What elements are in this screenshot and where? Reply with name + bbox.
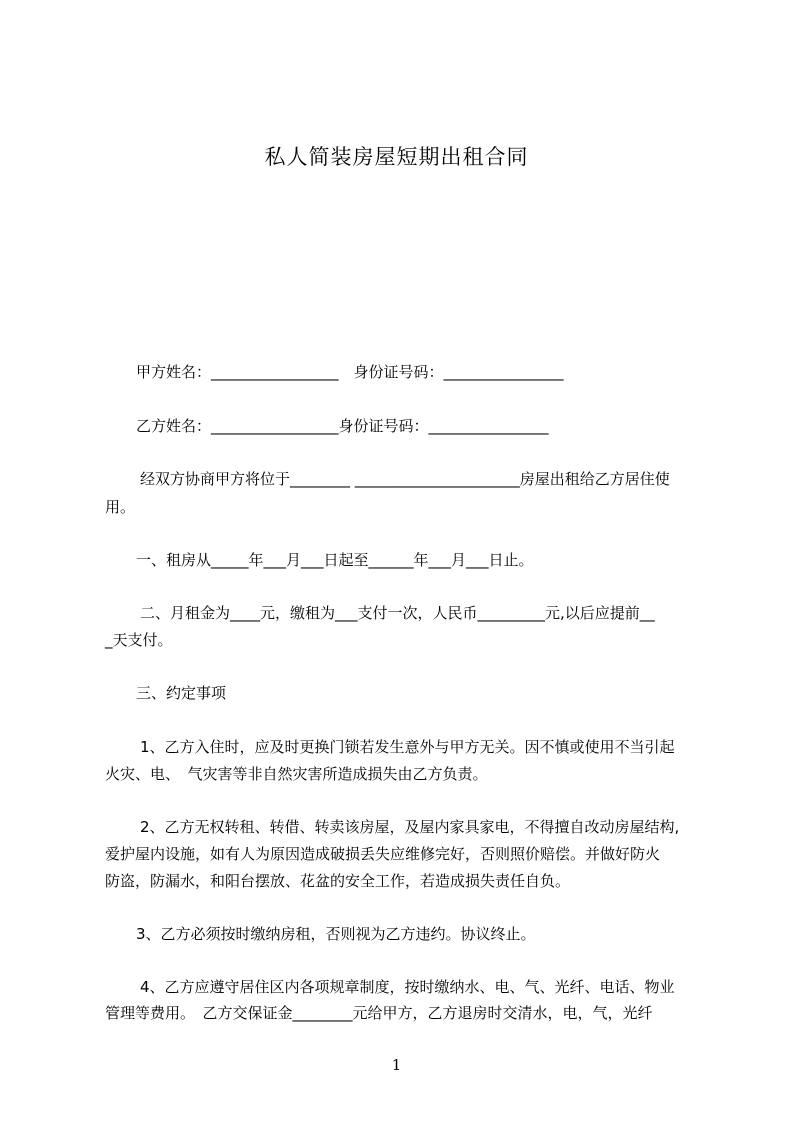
- item-2-line-3: 防盗，防漏水，和阳台摆放、花盆的安全工作，若造成损失责任自负。: [105, 872, 571, 890]
- item-2-line-1: 2、乙方无权转租、转借、转卖该房屋，及屋内家具家电，不得擅自改动房屋结构,: [140, 818, 680, 836]
- intro-line-1: 经双方协商甲方将位于________ ______________________房屋出租给乙方居住使: [140, 470, 670, 488]
- item-4-line-2: 管理等费用。 乙方交保证金________元给甲方，乙方退房时交清水，电，气，光纤: [105, 1004, 653, 1022]
- party-b-line: 乙方姓名：_________________身份证号码：________________: [136, 417, 549, 435]
- clause-3-heading: 三、约定事项: [136, 684, 227, 702]
- clause-2-line-2: _天支付。: [105, 631, 173, 649]
- item-1-line-2: 火灾、电、 气灾害等非自然灾害所造成损失由乙方负责。: [105, 765, 488, 783]
- party-a-line: 甲方姓名：_________________ 身份证号码：________________: [136, 363, 564, 381]
- page-number: 1: [391, 1056, 402, 1074]
- intro-line-2: 用。: [105, 498, 136, 516]
- item-1-line-1: 1、乙方入住时，应及时更换门锁若发生意外与甲方无关。因不慎或使用不当引起: [140, 738, 675, 756]
- clause-1: 一、租房从_____年___月___日起至______年___月___日止。: [136, 551, 534, 569]
- document-title: 私人简装房屋短期出租合同: [264, 145, 529, 169]
- item-3-line-1: 3、乙方必须按时缴纳房租，否则视为乙方违约。协议终止。: [136, 925, 536, 943]
- item-4-line-1: 4、乙方应遵守居住区内各项规章制度，按时缴纳水、电、气、光纤、电话、物业: [140, 978, 675, 996]
- item-2-line-2: 爱护屋内设施，如有人为原因造成破损丢失应维修完好，否则照价赔偿。并做好防火: [105, 845, 661, 863]
- clause-2-line-1: 二、月租金为____元，缴租为___支付一次，人民币_________元,以后应提前__: [140, 604, 655, 622]
